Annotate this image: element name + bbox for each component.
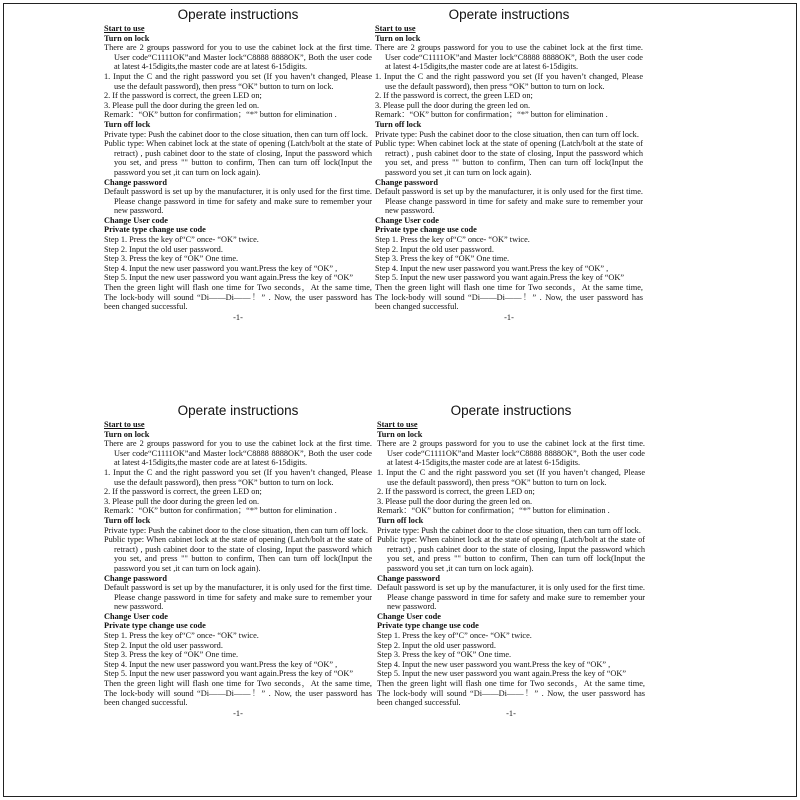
change-step-2: Step 2. Input the old user password. <box>104 244 223 254</box>
heading-private-change: Private type change use code <box>104 621 206 631</box>
heading-change-password: Change password <box>375 177 438 187</box>
step-on-2: 2. If the password is correct, the green LED on; <box>104 487 262 497</box>
step-on-2: 2. If the password is correct, the green LED on; <box>375 91 533 101</box>
public-off: Public type: When cabinet lock at the state of opening (Latch/bolt at the state of retract) , push cabinet door to the state of closing, Input the password which you set, and press "" button to confirm, Then can turn off lock(Input the password you set ,it can turn on lock again). <box>375 139 643 177</box>
step-on-2: 2. If the password is correct, the green LED on; <box>377 487 535 497</box>
public-off: Public type: When cabinet lock at the state of opening (Latch/bolt at the state of retract) , push cabinet door to the state of closing, Input the password which you set, and press "" button to confirm, Then can turn off lock(Input the password you set ,it can turn on lock again). <box>104 535 372 573</box>
remark: Remark：“OK” button for confirmation；“*” button for elimination . <box>375 110 608 120</box>
page-number: -1- <box>504 312 514 322</box>
heading-change-password: Change password <box>377 573 440 583</box>
change-step-4: Step 4. Input the new user password you want.Press the key of “OK” , <box>377 659 611 669</box>
heading-turn-on: Turn on lock <box>104 33 150 43</box>
private-off: Private type: Push the cabinet door to the close situation, then can turn off lock. <box>104 525 368 535</box>
page-number: -1- <box>233 708 243 718</box>
paragraph-intro: There are 2 groups password for you to use the cabinet lock at the first time. User code“C1111OK”and Master lock“C8888 8888OK”, Both the user code at latest 4-15digits,the master code are at latest 6-15digits. <box>377 439 645 468</box>
step-on-2: 2. If the password is correct, the green LED on; <box>104 91 262 101</box>
remark: Remark：“OK” button for confirmation；“*” button for elimination . <box>104 506 337 516</box>
change-step-4: Step 4. Input the new user password you want.Press the key of “OK” , <box>375 263 609 273</box>
heading-turn-off: Turn off lock <box>375 119 422 129</box>
change-step-5: Step 5. Input the new user password you want again.Press the key of “OK” <box>104 273 354 283</box>
page-title: Operate instructions <box>177 403 299 418</box>
section-start: Start to use <box>104 420 145 429</box>
change-password-text: Default password is set up by the manufacturer, it is only used for the first time. Please change password in time for safety and make sure to remember your new password. <box>104 187 372 216</box>
change-step-2: Step 2. Input the old user password. <box>375 244 494 254</box>
heading-turn-on: Turn on lock <box>377 429 423 439</box>
step-on-1: 1. Input the C and the right password you set (If you haven’t changed, Please use the default password), then press “OK” button to turn on lock. <box>104 467 372 487</box>
step-on-3: 3. Please pull the door during the green led on. <box>104 100 260 110</box>
heading-turn-on: Turn on lock <box>375 33 421 43</box>
change-step-2: Step 2. Input the old user password. <box>377 640 496 650</box>
step-on-1: 1. Input the C and the right password you set (If you haven’t changed, Please use the default password), then press “OK” button to turn on lock. <box>104 71 372 91</box>
step-on-1: 1. Input the C and the right password you set (If you haven’t changed, Please use the default password), then press “OK” button to turn on lock. <box>377 467 645 487</box>
step-on-3: 3. Please pull the door during the green led on. <box>375 100 531 110</box>
instruction-page <box>104 403 372 718</box>
change-step-4: Step 4. Input the new user password you want.Press the key of “OK” , <box>104 659 338 669</box>
heading-private-change: Private type change use code <box>104 225 206 235</box>
change-step-3: Step 3. Press the key of “OK” One time. <box>377 650 512 660</box>
section-start: Start to use <box>377 420 418 429</box>
page-title: Operate instructions <box>450 403 572 418</box>
remark: Remark：“OK” button for confirmation；“*” button for elimination . <box>104 110 337 120</box>
heading-change-user: Change User code <box>375 215 439 225</box>
change-password-text: Default password is set up by the manufacturer, it is only used for the first time. Please change password in time for safety and make sure to remember your new password. <box>375 187 643 216</box>
paragraph-intro: There are 2 groups password for you to use the cabinet lock at the first time. User code“C1111OK”and Master lock“C8888 8888OK”, Both the user code at latest 4-15digits,the master code are at latest 6-15digits. <box>104 43 372 72</box>
page-number: -1- <box>233 312 243 322</box>
final-paragraph: Then the green light will flash one time for Two seconds，At the same time, The lock-body will sound “Di——Di——！” . Now, the user password has been changed successful. <box>375 283 643 312</box>
instruction-page <box>377 403 645 718</box>
change-step-3: Step 3. Press the key of “OK” One time. <box>104 650 239 660</box>
heading-change-user: Change User code <box>104 611 168 621</box>
change-step-1: Step 1. Press the key of“C” once- “OK” twice. <box>104 631 259 641</box>
instruction-page <box>104 7 372 322</box>
step-on-3: 3. Please pull the door during the green led on. <box>377 496 533 506</box>
page-number: -1- <box>506 708 516 718</box>
change-step-5: Step 5. Input the new user password you want again.Press the key of “OK” <box>375 273 625 283</box>
section-start: Start to use <box>375 24 416 33</box>
paragraph-intro: There are 2 groups password for you to use the cabinet lock at the first time. User code“C1111OK”and Master lock“C8888 8888OK”, Both the user code at latest 4-15digits,the master code are at latest 6-15digits. <box>104 439 372 468</box>
heading-change-password: Change password <box>104 177 167 187</box>
private-off: Private type: Push the cabinet door to the close situation, then can turn off lock. <box>104 129 368 139</box>
heading-change-password: Change password <box>104 573 167 583</box>
change-step-2: Step 2. Input the old user password. <box>104 640 223 650</box>
private-off: Private type: Push the cabinet door to the close situation, then can turn off lock. <box>377 525 641 535</box>
page-title: Operate instructions <box>177 7 299 22</box>
change-step-5: Step 5. Input the new user password you want again.Press the key of “OK” <box>377 669 627 679</box>
heading-change-user: Change User code <box>377 611 441 621</box>
heading-private-change: Private type change use code <box>377 621 479 631</box>
final-paragraph: Then the green light will flash one time for Two seconds，At the same time, The lock-body will sound “Di——Di——！” . Now, the user password has been changed successful. <box>377 679 645 708</box>
public-off: Public type: When cabinet lock at the state of opening (Latch/bolt at the state of retract) , push cabinet door to the state of closing, Input the password which you set, and press "" button to confirm, Then can turn off lock(Input the password you set ,it can turn on lock again). <box>104 139 372 177</box>
change-step-1: Step 1. Press the key of“C” once- “OK” twice. <box>375 235 530 245</box>
instruction-page <box>375 7 643 322</box>
heading-turn-off: Turn off lock <box>377 515 424 525</box>
change-step-1: Step 1. Press the key of“C” once- “OK” twice. <box>104 235 259 245</box>
change-step-5: Step 5. Input the new user password you want again.Press the key of “OK” <box>104 669 354 679</box>
change-step-3: Step 3. Press the key of “OK” One time. <box>375 254 510 264</box>
public-off: Public type: When cabinet lock at the state of opening (Latch/bolt at the state of retract) , push cabinet door to the state of closing, Input the password which you set, and press "" button to confirm, Then can turn off lock(Input the password you set ,it can turn on lock again). <box>377 535 645 573</box>
change-step-3: Step 3. Press the key of “OK” One time. <box>104 254 239 264</box>
heading-turn-off: Turn off lock <box>104 119 151 129</box>
step-on-3: 3. Please pull the door during the green led on. <box>104 496 260 506</box>
heading-private-change: Private type change use code <box>375 225 477 235</box>
step-on-1: 1. Input the C and the right password you set (If you haven’t changed, Please use the default password), then press “OK” button to turn on lock. <box>375 71 643 91</box>
change-password-text: Default password is set up by the manufacturer, it is only used for the first time. Please change password in time for safety and make sure to remember your new password. <box>377 583 645 612</box>
page-title: Operate instructions <box>448 7 570 22</box>
change-step-1: Step 1. Press the key of“C” once- “OK” twice. <box>377 631 532 641</box>
section-start: Start to use <box>104 24 145 33</box>
change-step-4: Step 4. Input the new user password you want.Press the key of “OK” , <box>104 263 338 273</box>
final-paragraph: Then the green light will flash one time for Two seconds，At the same time, The lock-body will sound “Di——Di——！” . Now, the user password has been changed successful. <box>104 283 372 312</box>
heading-turn-on: Turn on lock <box>104 429 150 439</box>
remark: Remark：“OK” button for confirmation；“*” button for elimination . <box>377 506 610 516</box>
private-off: Private type: Push the cabinet door to the close situation, then can turn off lock. <box>375 129 639 139</box>
final-paragraph: Then the green light will flash one time for Two seconds，At the same time, The lock-body will sound “Di——Di——！” . Now, the user password has been changed successful. <box>104 679 372 708</box>
change-password-text: Default password is set up by the manufacturer, it is only used for the first time. Please change password in time for safety and make sure to remember your new password. <box>104 583 372 612</box>
heading-turn-off: Turn off lock <box>104 515 151 525</box>
heading-change-user: Change User code <box>104 215 168 225</box>
paragraph-intro: There are 2 groups password for you to use the cabinet lock at the first time. User code“C1111OK”and Master lock“C8888 8888OK”, Both the user code at latest 4-15digits,the master code are at latest 6-15digits. <box>375 43 643 72</box>
